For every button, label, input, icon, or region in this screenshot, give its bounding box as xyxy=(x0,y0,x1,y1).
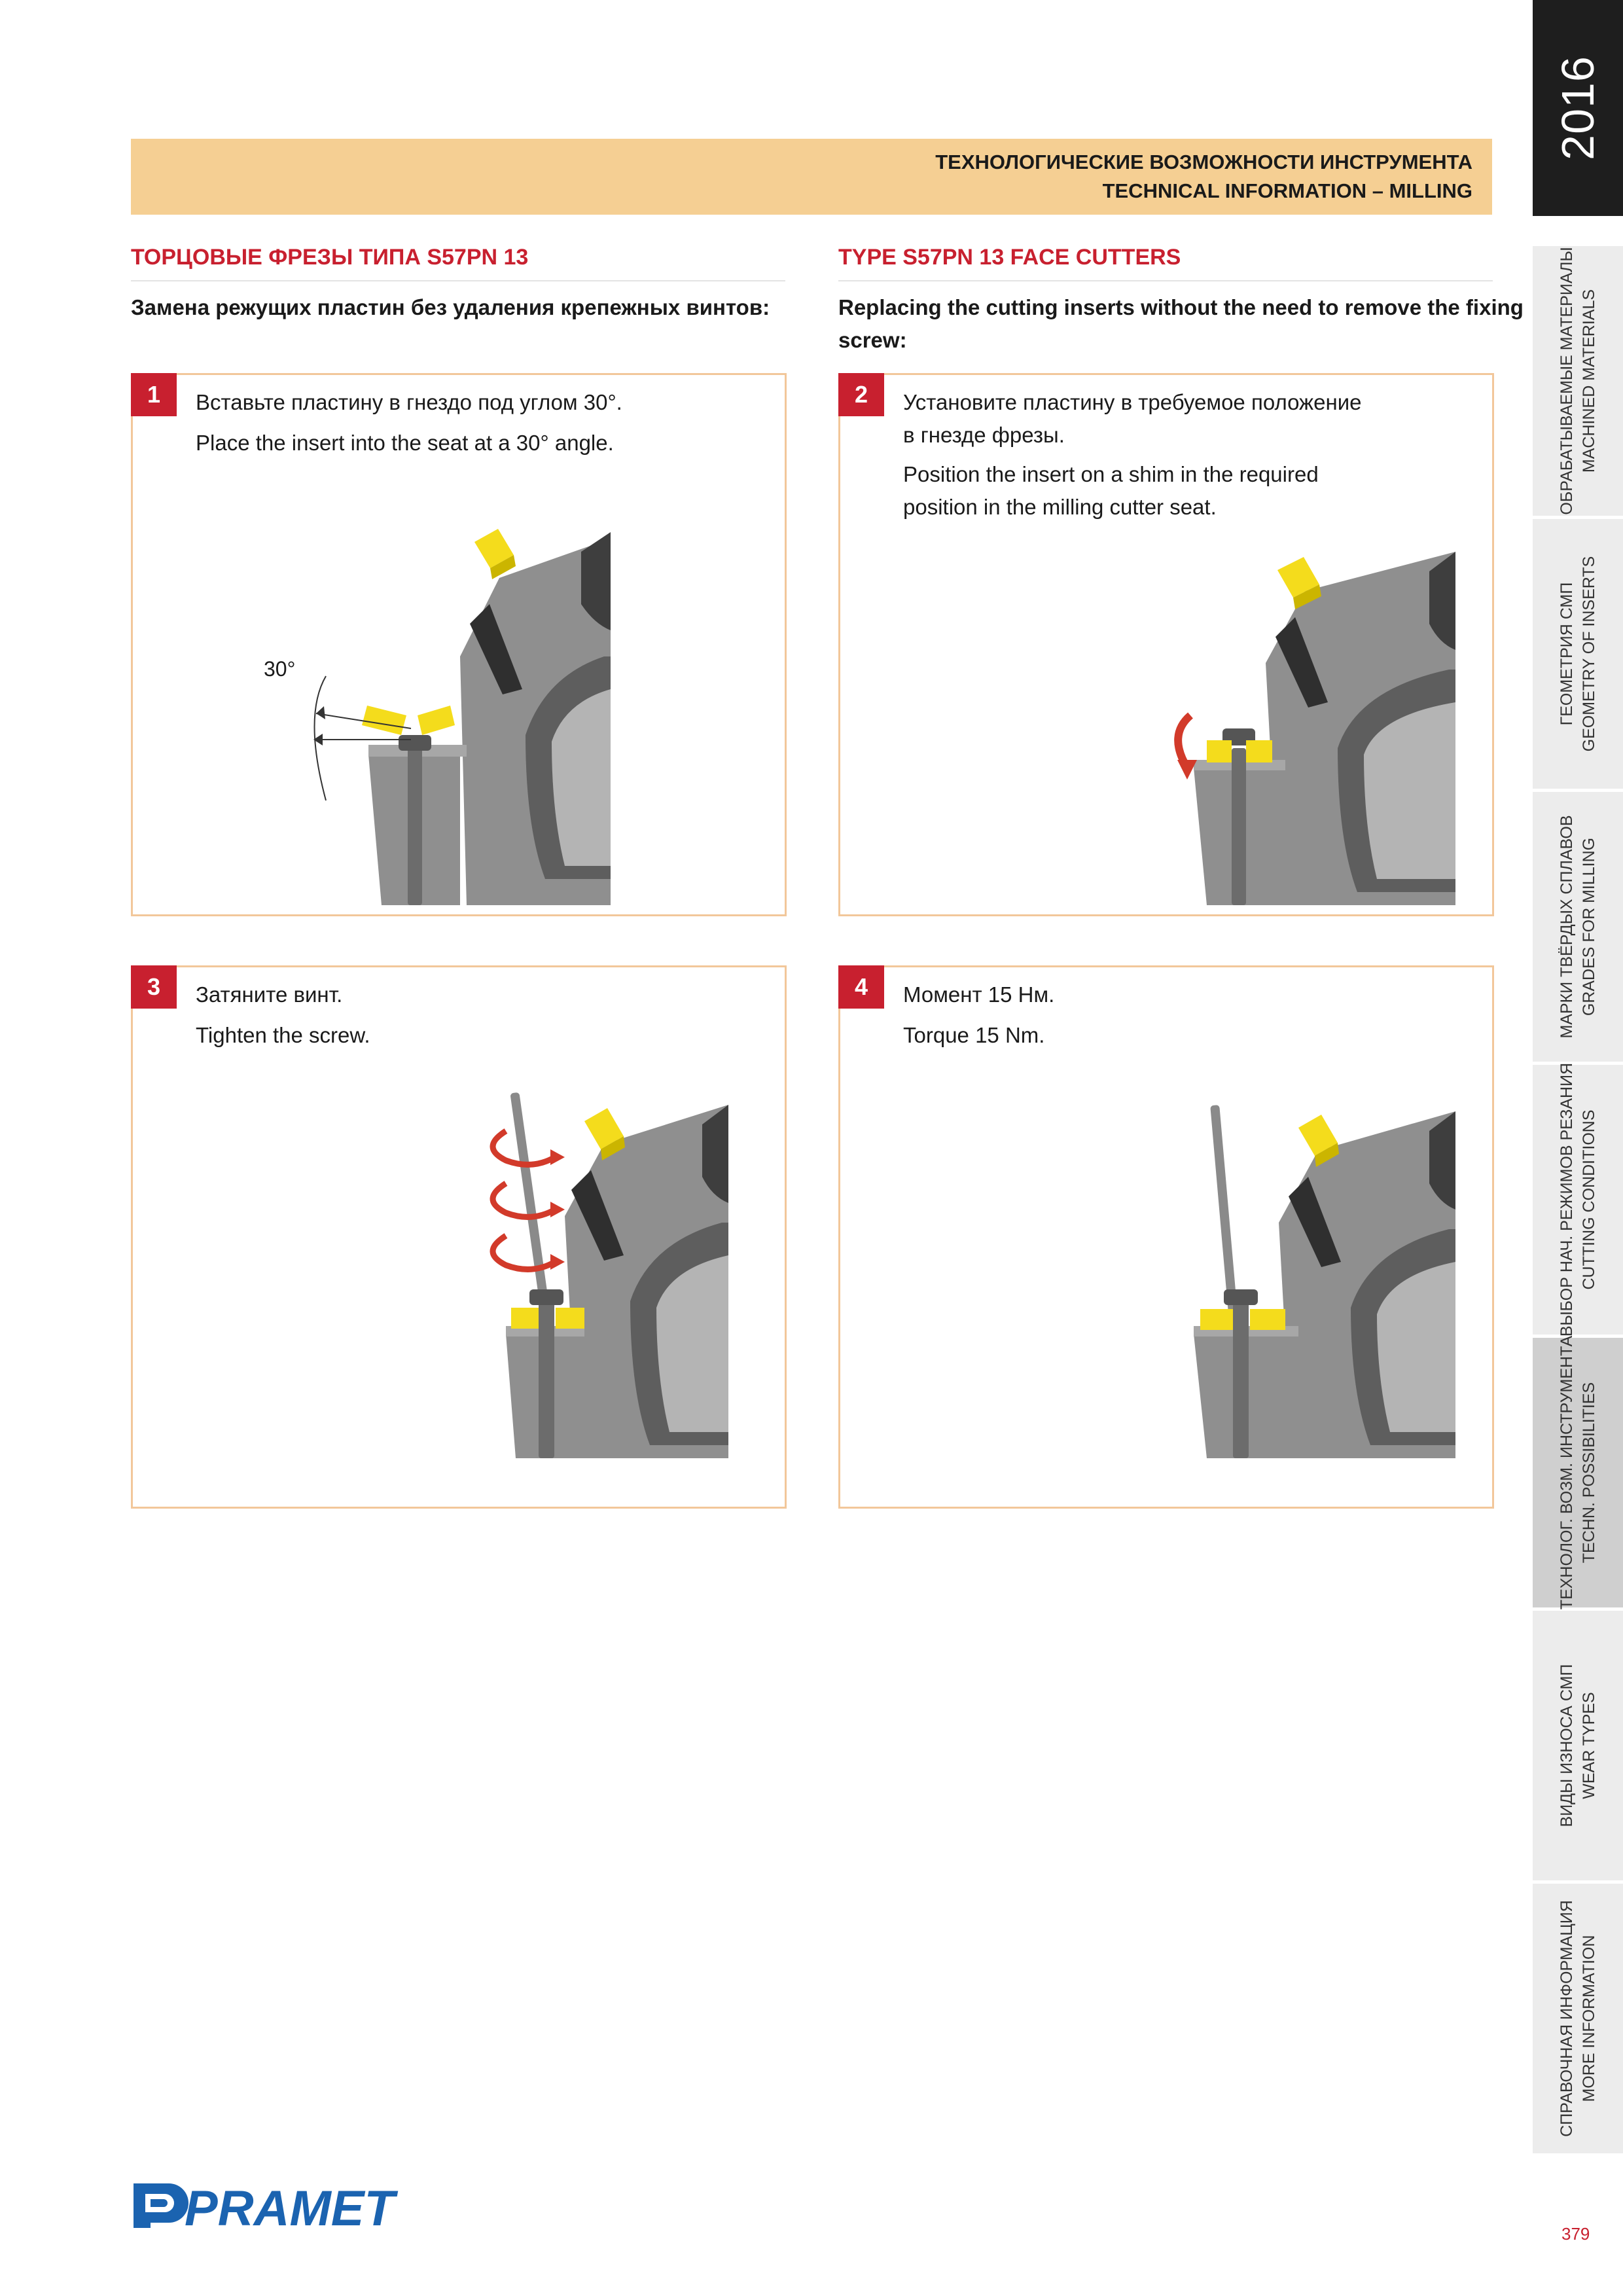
section-title-en: TYPE S57PN 13 FACE CUTTERS xyxy=(838,245,1181,270)
sidebar-tab-wear-types[interactable]: ВИДЫ ИЗНОСА СМП WEAR TYPES xyxy=(1533,1611,1623,1880)
step-4-text-en: Torque 15 Nm. xyxy=(903,1023,1045,1047)
step-2-illustration xyxy=(1181,552,1469,905)
step-1-text-ru: Вставьте пластину в гнездо под углом 30°. xyxy=(196,390,622,414)
step-2-text-ru-1: Установите пластину в требуемое положение xyxy=(903,390,1362,414)
step-4-text-ru: Момент 15 Нм. xyxy=(903,982,1055,1007)
page-number: 379 xyxy=(1561,2224,1590,2244)
section-divider-right xyxy=(838,280,1493,281)
sidebar-tab-machined-materials[interactable]: ОБРАБАТЫВАЕМЫЕ МАТЕРИАЛЫ MACHINED MATERIALS xyxy=(1533,246,1623,516)
year-label: 2016 xyxy=(1552,56,1603,160)
section-title-ru: ТОРЦОВЫЕ ФРЕЗЫ ТИПА S57PN 13 xyxy=(131,245,529,270)
step-1-angle-label: 30° xyxy=(264,657,296,681)
step-2-text-en-2: position in the milling cutter seat. xyxy=(903,495,1217,519)
step-2-text-ru-2: в гнезде фрезы. xyxy=(903,423,1065,447)
step-4-number: 4 xyxy=(838,965,884,1009)
section-subtitle-en: Replacing the cutting inserts without the need to remove the fixing screw: xyxy=(838,295,1524,352)
header-title-en: TECHNICAL INFORMATION – MILLING xyxy=(1102,179,1472,202)
year-tab xyxy=(1533,0,1623,216)
sidebar-tab-more-information[interactable]: СПРАВОЧНАЯ ИНФОРМАЦИЯ MORE INFORMATION xyxy=(1533,1884,1623,2153)
header-title-ru: ТЕХНОЛОГИЧЕСКИЕ ВОЗМОЖНОСТИ ИНСТРУМЕНТА xyxy=(935,151,1472,173)
step-4-box xyxy=(838,965,1494,1509)
step-4-illustration xyxy=(1194,1105,1469,1458)
sidebar-tab-cutting-conditions[interactable]: ВЫБОР НАЧ. РЕЖИМОВ РЕЗАНИЯ CUTTING CONDITIONS xyxy=(1533,1065,1623,1335)
step-3-text-en: Tighten the screw. xyxy=(196,1023,370,1047)
header-band xyxy=(131,139,1492,215)
step-2-number: 2 xyxy=(838,373,884,416)
step-3-number: 3 xyxy=(131,965,177,1009)
step-3-text-ru: Затяните винт. xyxy=(196,982,343,1007)
step-1-illustration xyxy=(264,526,735,905)
brand-name: PRAMET xyxy=(185,2181,395,2236)
step-3-box xyxy=(131,965,787,1509)
sidebar-tab-geometry-of-inserts[interactable]: ГЕОМЕТРИЯ СМП GEOMETRY OF INSERTS xyxy=(1533,519,1623,789)
sidebar-tab-techn-possibilities[interactable]: ТЕХНОЛОГ. ВОЗМ. ИНСТРУМЕНТА TECHN. POSSIBILITIES xyxy=(1533,1338,1623,1607)
step-3-illustration xyxy=(480,1092,741,1458)
step-1-box xyxy=(131,373,787,916)
sidebar-tab-grades-for-milling[interactable]: МАРКИ ТВЁРДЫХ СПЛАВОВ GRADES FOR MILLING xyxy=(1533,792,1623,1062)
section-subtitle-ru: Замена режущих пластин без удаления крепежных винтов: xyxy=(131,295,770,319)
section-divider-left xyxy=(131,280,785,281)
pramet-logo xyxy=(131,2179,406,2236)
step-2-box xyxy=(838,373,1494,916)
step-2-text-en-1: Position the insert on a shim in the required xyxy=(903,462,1319,486)
step-1-text-en: Place the insert into the seat at a 30° angle. xyxy=(196,431,614,455)
step-1-number: 1 xyxy=(131,373,177,416)
